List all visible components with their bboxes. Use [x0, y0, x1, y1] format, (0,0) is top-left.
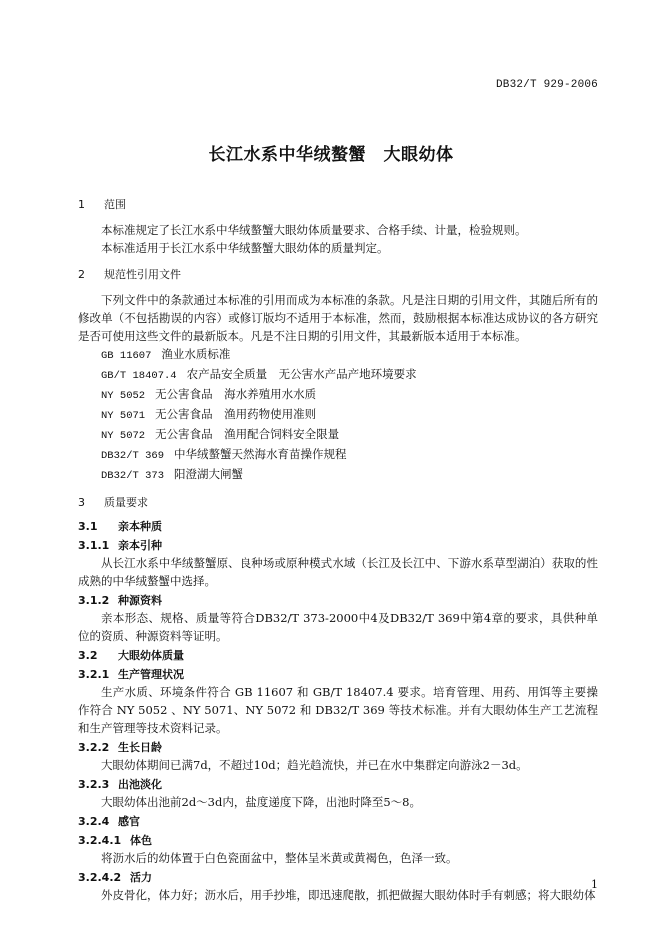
paragraph: 本标准适用于长江水系中华绒螯蟹大眼幼体的质量判定。 — [101, 241, 389, 255]
reference-item: GB/T 18407.4 农产品安全质量 无公害水产品产地环境要求 — [101, 367, 417, 382]
subsection-heading: 3.2 大眼幼体质量 — [78, 649, 184, 662]
document-title: 长江水系中华绒螯蟹 大眼幼体 — [208, 145, 454, 165]
subsection-heading: 3.2.2 生长日龄 — [78, 741, 162, 754]
reference-item: DB32/T 369 中华绒螯蟹天然海水育苗操作规程 — [101, 447, 347, 462]
subsection-heading: 3.2.1 生产管理状况 — [78, 668, 184, 681]
subsection-heading: 3.2.4 感官 — [78, 815, 140, 828]
paragraph: 本标准规定了长江水系中华绒螯蟹大眼幼体质量要求、合格手续、计量，检验规则。 — [101, 223, 527, 237]
subsection-heading: 3.2.4.1 体色 — [78, 834, 152, 847]
subsection-heading: 3.2.3 出池淡化 — [78, 778, 162, 791]
paragraph: 大眼幼体期间已满7d，不超过10d；趋光趋流快，并已在水中集群定向游泳2－3d。 — [101, 758, 528, 772]
section-heading-2: 2 规范性引用文件 — [78, 268, 181, 281]
standard-code: DB32/T 929-2006 — [495, 79, 598, 91]
paragraph: 下列文件中的条款通过本标准的引用而成为本标准的条款。凡是注日期的引用文件，其随后所有的修改单（不包括勘误的内容）或修订版均不适用于本标准，然而，鼓励根据本标准达成协议的各方研究是否可使用这些文件的最新版本。凡是不注日期的引用文件，其最新版本适用于本标准。 — [78, 293, 598, 343]
subsection-heading: 3.1 亲本种质 — [78, 520, 162, 533]
paragraph: 将沥水后的幼体置于白色瓷面盆中，整体呈米黄或黄褐色，色泽一致。 — [101, 851, 458, 865]
reference-item: NY 5072 无公害食品 渔用配合饲料安全限量 — [101, 427, 340, 442]
paragraph: 生产水质、环境条件符合 GB 11607 和 GB/T 18407.4 要求。培育管理、用药、用饵等主要操作符合 NY 5052 、NY 5071、NY 5072 和 DB32/T 369 等技术标准。并有大眼幼体生产工艺流程和生产管理等技术资料记录。 — [78, 685, 598, 735]
reference-item: NY 5052 无公害食品 海水养殖用水水质 — [101, 387, 317, 402]
section-heading-3: 3 质量要求 — [78, 496, 148, 509]
reference-item: GB 11607 渔业水质标准 — [101, 347, 231, 362]
subsection-heading: 3.2.4.2 活力 — [78, 871, 152, 884]
paragraph: 外皮骨化，体力好；沥水后，用手抄堆，即迅速爬散，抓把做握大眼幼体时手有刺感；将大眼幼体 — [101, 888, 596, 902]
paragraph: 从长江水系中华绒螯蟹原、良种场或原种模式水域（长江及长江中、下游水系草型湖泊）获取的性成熟的中华绒螯蟹中选择。 — [78, 556, 598, 588]
section-heading-1: 1 范围 — [78, 198, 126, 211]
paragraph: 亲本形态、规格、质量等符合DB32/T 373-2000中4及DB32/T 369中第4章的要求，具供种单位的资质、种源资料等证明。 — [78, 611, 598, 643]
subsection-heading: 3.1.2 种源资料 — [78, 594, 162, 607]
reference-item: NY 5071 无公害食品 渔用药物使用准则 — [101, 407, 317, 422]
reference-item: DB32/T 373 阳澄湖大闸蟹 — [101, 467, 244, 482]
page-number: 1 — [591, 878, 598, 891]
subsection-heading: 3.1.1 亲本引种 — [78, 539, 162, 552]
document-body — [78, 190, 598, 904]
paragraph: 大眼幼体出池前2d～3d内，盐度递度下降，出池时降至5～8。 — [101, 795, 421, 809]
